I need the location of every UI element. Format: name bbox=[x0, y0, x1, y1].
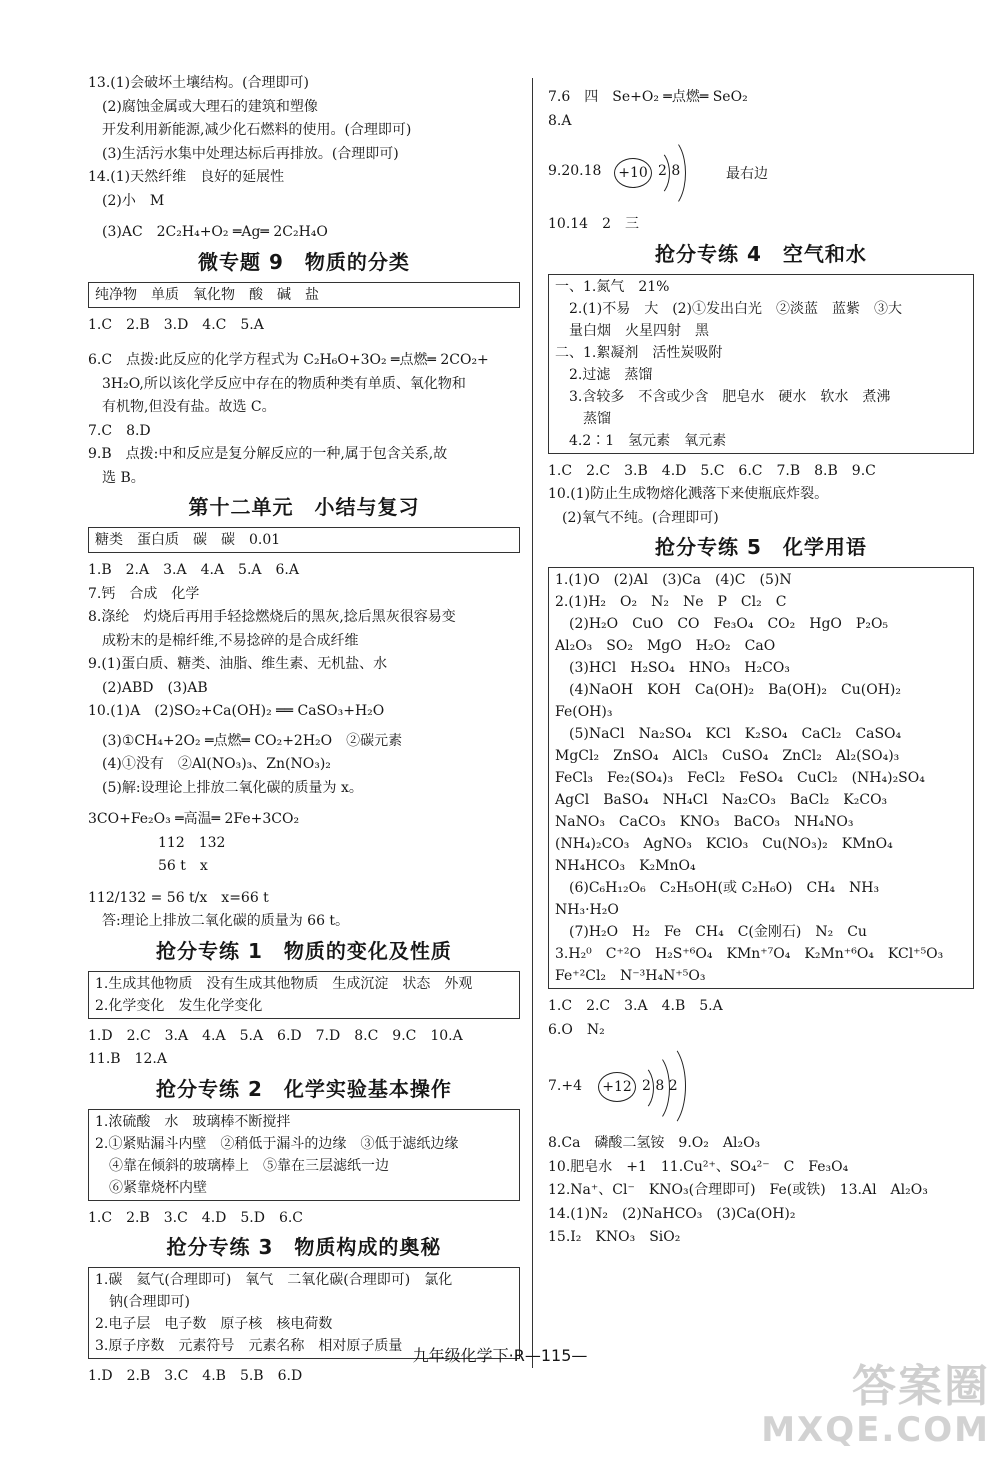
box-line: 1.(1)O (2)Al (3)Ca (4)C (5)N bbox=[555, 572, 792, 588]
answer-line: 11.B 12.A bbox=[88, 1051, 167, 1067]
equation-line: 112 132 bbox=[158, 834, 226, 851]
box-line: FeCl₃ Fe₂(SO₄)₃ FeCl₂ FeSO₄ CuCl₂ (NH₄)₂SO₄ bbox=[555, 770, 925, 786]
answer-line: 10.肥皂水 +1 11.Cu²⁺、SO₄²⁻ C Fe₃O₄ bbox=[548, 1158, 849, 1175]
section-heading: 第十二单元 小结与复习 bbox=[188, 495, 420, 519]
answer-line: 开发利用新能源,减少化石燃料的使用。(合理即可) bbox=[102, 122, 412, 138]
section-heading: 抢分专练 3 物质构成的奥秘 bbox=[166, 1235, 442, 1259]
answer-line: 8.A bbox=[548, 112, 572, 129]
box-line: MgCl₂ ZnSO₄ AlCl₃ CuSO₄ ZnCl₂ Al₂(SO₄)₃ bbox=[555, 748, 900, 764]
box-line: NaNO₃ CaCO₃ KNO₃ BaCO₃ NH₄NO₃ bbox=[555, 814, 854, 830]
answer-line: 1.C 2.C 3.B 4.D 5.C 6.C 7.B 8.B 9.C bbox=[548, 462, 876, 479]
answer-line: (4)①没有 ②Al(NO₃)₃、Zn(NO₃)₂ bbox=[102, 756, 331, 772]
answer-line: 7.钙 合成 化学 bbox=[88, 585, 200, 602]
page-footer: 九年级化学下·R—115— bbox=[412, 1346, 588, 1365]
box-line: 1.浓硫酸 水 玻璃棒不断搅拌 bbox=[95, 1113, 291, 1130]
box-line: (4)NaOH KOH Ca(OH)₂ Ba(OH)₂ Cu(OH)₂ bbox=[569, 682, 901, 698]
keyword-box bbox=[548, 274, 974, 454]
equation-line: 3CO+Fe₂O₃ ═高温═ 2Fe+3CO₂ bbox=[88, 811, 300, 827]
answer-line: 7.6 四 Se+O₂ ═点燃═ SeO₂ bbox=[548, 89, 748, 105]
answer-line: (3)生活污水集中处理达标后再排放。(合理即可) bbox=[102, 145, 399, 162]
answer-line: 8.Ca 磷酸二氢铵 9.O₂ Al₂O₃ bbox=[548, 1135, 761, 1151]
box-line: 2.(1)H₂ O₂ N₂ Ne P Cl₂ C bbox=[555, 594, 787, 610]
box-line: 一、1.氮气 21% bbox=[555, 278, 670, 295]
box-line: 3.H₂⁰ C⁺²O H₂S⁺⁶O₄ KMn⁺⁷O₄ K₂Mn⁺⁶O₄ KCl⁺⁵O₃ bbox=[555, 946, 944, 962]
box-line: 3.原子序数 元素符号 元素名称 相对原子质量 bbox=[95, 1338, 403, 1354]
section-heading: 抢分专练 4 空气和水 bbox=[655, 241, 867, 266]
answer-line: 1.C 2.C 3.A 4.B 5.A bbox=[548, 998, 723, 1014]
answer-line: 10.14 2 三 bbox=[548, 216, 639, 232]
section-heading: 抢分专练 5 化学用语 bbox=[655, 535, 867, 559]
answer-line: 7.C 8.D bbox=[88, 422, 151, 439]
answer-line: 选 B。 bbox=[102, 469, 145, 486]
shell-electron-counts: 2 8 2 bbox=[642, 1078, 678, 1094]
keyword-box bbox=[88, 282, 520, 308]
answer-text: 最右边 bbox=[726, 166, 768, 182]
answer-line: (2)小 M bbox=[102, 192, 165, 209]
atom-structure-diagram bbox=[548, 1042, 974, 1128]
answer-line: 9.(1)蛋白质、糖类、油脂、维生素、无机盐、水 bbox=[88, 656, 388, 672]
nucleus-circle: +10 bbox=[614, 158, 652, 188]
answer-line: 8.涤纶 灼烧后再用手轻捻燃烧后的黑灰,捻后黑灰很容易变 bbox=[88, 609, 456, 625]
box-line: 3.含较多 不含或少含 肥皂水 硬水 软水 煮沸 bbox=[569, 388, 891, 405]
section-heading: 抢分专练 2 化学实验基本操作 bbox=[156, 1076, 452, 1101]
keyword-box bbox=[88, 1109, 520, 1201]
box-line: 1.碳 氦气(合理即可) 氧气 二氧化碳(合理即可) 氯化 bbox=[95, 1272, 453, 1288]
box-line: 钠(合理即可) bbox=[109, 1294, 190, 1310]
answer-line: 13.(1)会破坏土壤结构。(合理即可) bbox=[88, 75, 310, 91]
box-line: ④靠在倾斜的玻璃棒上 ⑤靠在三层滤纸一边 bbox=[109, 1157, 389, 1174]
answer-line: (2)氧气不纯。(合理即可) bbox=[562, 509, 719, 526]
answer-line: (2)ABD (3)AB bbox=[102, 679, 208, 696]
box-line: 蒸馏 bbox=[583, 410, 611, 427]
box-line: Fe⁺²Cl₂ N⁻³H₄N⁺⁵O₃ bbox=[555, 968, 706, 984]
box-line: 2.化学变化 发生化学变化 bbox=[95, 997, 263, 1014]
answer-line: 14.(1)N₂ (2)NaHCO₃ (3)Ca(OH)₂ bbox=[548, 1205, 796, 1222]
answer-line: (2)腐蚀金属或大理石的建筑和塑像 bbox=[102, 98, 318, 115]
box-line: AgCl BaSO₄ NH₄Cl Na₂CO₃ BaCl₂ K₂CO₃ bbox=[555, 792, 888, 808]
box-line: NH₄HCO₃ K₂MnO₄ bbox=[555, 858, 696, 874]
box-line: NH₃·H₂O bbox=[555, 902, 619, 918]
box-line: 糖类 蛋白质 碳 碳 0.01 bbox=[95, 532, 281, 548]
answer-line: 10.(1)防止生成物熔化溅落下来使瓶底炸裂。 bbox=[548, 486, 829, 502]
answer-line: 9.B 点拨:中和反应是复分解反应的一种,属于包含关系,故 bbox=[88, 446, 448, 462]
answer-line: 3H₂O,所以该化学反应中存在的物质种类有单质、氧化物和 bbox=[102, 375, 466, 392]
answer-line: 1.D 2.B 3.C 4.B 5.B 6.D bbox=[88, 1368, 303, 1384]
answer-line: 14.(1)天然纤维 良好的延展性 bbox=[88, 169, 285, 185]
box-line: 1.生成其他物质 没有生成其他物质 生成沉淀 状态 外观 bbox=[95, 975, 473, 992]
box-line: (3)HCl H₂SO₄ HNO₃ H₂CO₃ bbox=[569, 660, 790, 676]
box-line: 2.①紧贴漏斗内壁 ②稍低于漏斗的边缘 ③低于滤纸边缘 bbox=[95, 1135, 459, 1152]
box-line: (NH₄)₂CO₃ AgNO₃ KClO₃ Cu(NO₃)₂ KMnO₄ bbox=[555, 836, 893, 852]
nucleus-circle: +12 bbox=[598, 1072, 636, 1102]
answer-line: 1.D 2.C 3.A 4.A 5.A 6.D 7.D 8.C 9.C 10.A bbox=[88, 1027, 463, 1044]
question-number: 7.+4 bbox=[548, 1078, 582, 1094]
box-line: 4.2∶1 氢元素 氧元素 bbox=[569, 432, 727, 449]
answer-line: 1.C 2.B 3.C 4.D 5.D 6.C bbox=[88, 1209, 304, 1226]
answer-line: (3)AC 2C₂H₄+O₂ ═Ag═ 2C₂H₄O bbox=[102, 224, 328, 240]
box-line: (7)H₂O H₂ Fe CH₄ C(金刚石) N₂ Cu bbox=[569, 924, 867, 940]
keyword-box bbox=[548, 567, 974, 989]
column-divider bbox=[532, 78, 533, 1368]
answer-line: 12.Na⁺、Cl⁻ KNO₃(合理即可) Fe(或铁) 13.Al Al₂O₃ bbox=[548, 1182, 928, 1198]
right-column bbox=[548, 72, 974, 1250]
box-line: 2.过滤 蒸馏 bbox=[569, 366, 653, 383]
answer-line: 1.B 2.A 3.A 4.A 5.A 6.A bbox=[88, 562, 299, 578]
section-heading: 微专题 9 物质的分类 bbox=[198, 249, 410, 274]
box-line: Fe(OH)₃ bbox=[555, 704, 613, 720]
shell-electron-counts: 2 8 bbox=[658, 163, 681, 179]
left-column bbox=[88, 72, 520, 1389]
box-line: (6)C₆H₁₂O₆ C₂H₅OH(或 C₂H₆O) CH₄ NH₃ bbox=[569, 880, 880, 896]
box-line: 量白烟 火星四射 黑 bbox=[569, 322, 709, 339]
answer-line: 6.O N₂ bbox=[548, 1021, 605, 1038]
keyword-box bbox=[88, 527, 520, 553]
answer-line: 答:理论上排放二氧化碳的质量为 66 t。 bbox=[102, 913, 350, 929]
box-line: 二、1.絮凝剂 活性炭吸附 bbox=[555, 344, 723, 361]
box-line: ⑥紧靠烧杯内壁 bbox=[109, 1179, 207, 1196]
answer-line: 成粉末的是棉纤维,不易捻碎的是合成纤维 bbox=[102, 632, 359, 649]
equation-line: 112/132 = 56 t/x x=66 t bbox=[88, 889, 269, 906]
answer-line: (3)①CH₄+2O₂ ═点燃═ CO₂+2H₂O ②碳元素 bbox=[102, 732, 403, 749]
atom-structure-diagram bbox=[548, 133, 974, 205]
box-line: Al₂O₃ SO₂ MgO H₂O₂ CaO bbox=[555, 638, 776, 654]
answer-line: (5)解:设理论上排放二氧化碳的质量为 x。 bbox=[102, 779, 363, 796]
box-line: 纯净物 单质 氧化物 酸 碱 盐 bbox=[95, 286, 319, 303]
question-number: 9.20.18 bbox=[548, 163, 602, 179]
watermark-url: MXQE.COM bbox=[761, 1410, 990, 1450]
section-heading: 抢分专练 1 物质的变化及性质 bbox=[156, 938, 452, 963]
box-line: 2.(1)不易 大 (2)①发出白光 ②淡蓝 蓝紫 ③大 bbox=[569, 300, 903, 317]
answer-line: 15.I₂ KNO₃ SiO₂ bbox=[548, 1229, 681, 1245]
box-line: (2)H₂O CuO CO Fe₃O₄ CO₂ HgO P₂O₅ bbox=[569, 616, 889, 632]
keyword-box bbox=[88, 971, 520, 1019]
watermark-logo: 答案圈 bbox=[852, 1361, 990, 1412]
answer-line: 10.(1)A (2)SO₂+Ca(OH)₂ ══ CaSO₃+H₂O bbox=[88, 703, 385, 719]
box-line: (5)NaCl Na₂SO₄ KCl K₂SO₄ CaCl₂ CaSO₄ bbox=[569, 726, 902, 742]
box-line: 2.电子层 电子数 原子核 核电荷数 bbox=[95, 1316, 333, 1332]
equation-line: 56 t x bbox=[158, 858, 208, 874]
answer-line: 有机物,但没有盐。故选 C。 bbox=[102, 399, 276, 415]
answer-line: 1.C 2.B 3.D 4.C 5.A bbox=[88, 316, 264, 333]
answer-line: 6.C 点拨:此反应的化学方程式为 C₂H₆O+3O₂ ═点燃═ 2CO₂+ bbox=[88, 352, 489, 368]
